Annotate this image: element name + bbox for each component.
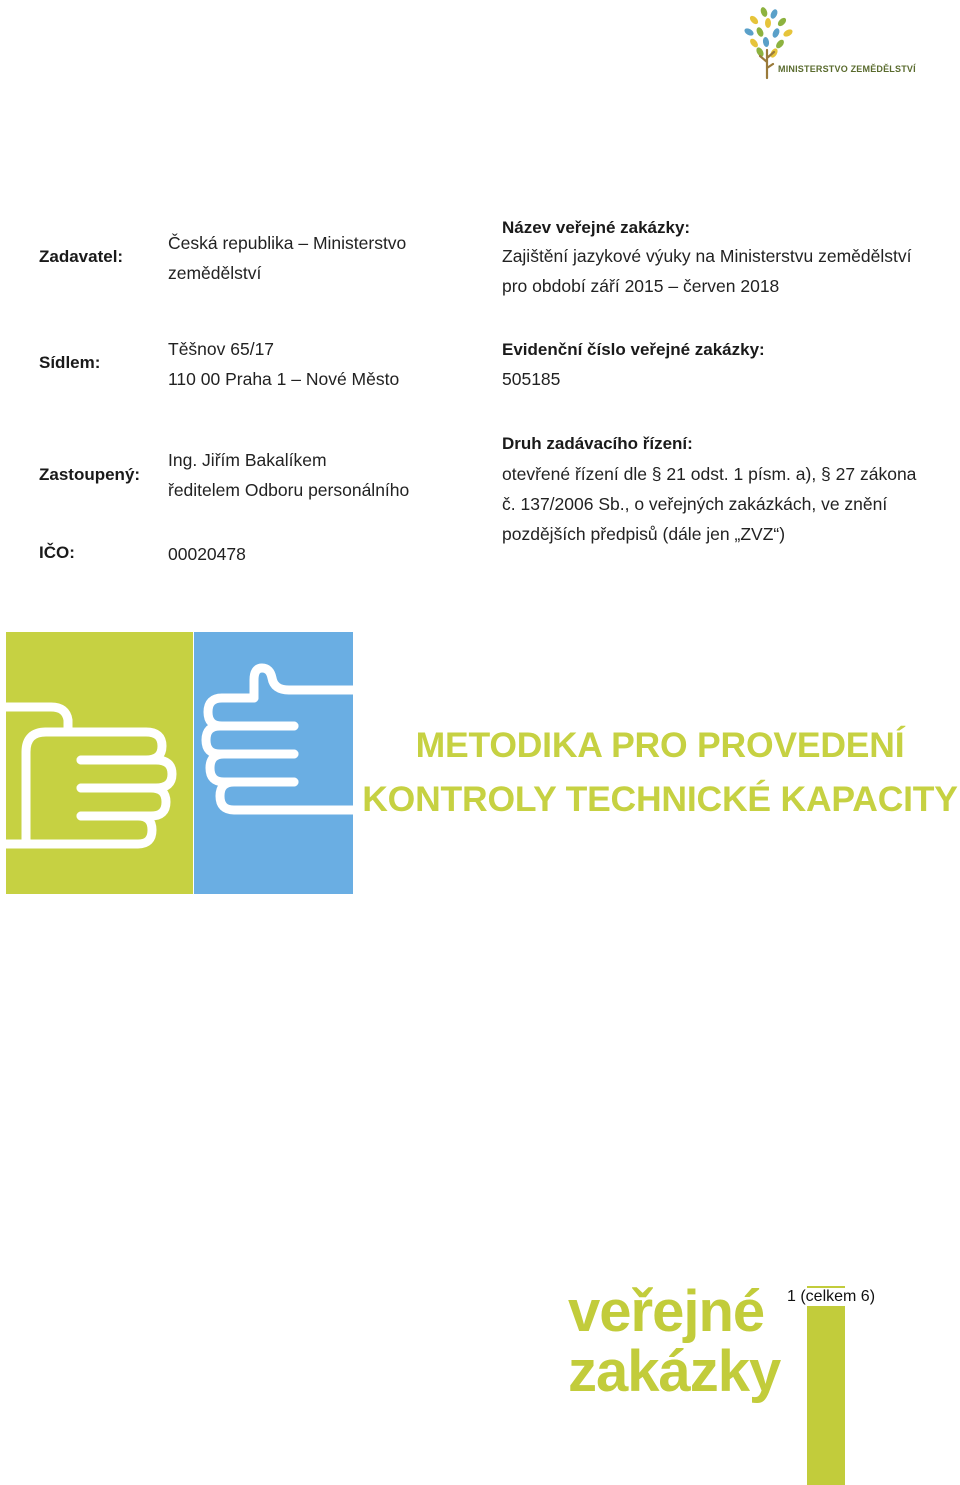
ico-value: 00020478	[168, 544, 246, 564]
ministry-logo	[740, 6, 925, 80]
represented-label: Zastoupený:	[39, 465, 141, 484]
contracting-authority-line: Česká republika – Ministerstvo	[168, 233, 407, 253]
procedure-type-label: Druh zadávacího řízení:	[502, 434, 693, 453]
contract-name-line: Zajištění jazykové výuky na Ministerstvu zemědělství	[502, 246, 912, 266]
brand-line: veřejné	[568, 1279, 765, 1344]
contracting-authority-label: Zadavatel:	[39, 247, 124, 266]
procedure-type-line: č. 137/2006 Sb., o veřejných zakázkách, ve znění	[502, 494, 888, 514]
seat-value	[168, 334, 399, 394]
hero-green-panel	[6, 632, 193, 894]
seat-line: 110 00 Praha 1 – Nové Město	[168, 369, 400, 389]
represented-value	[168, 445, 409, 505]
document-title-line: KONTROLY TECHNICKÉ KAPACITY	[362, 779, 958, 819]
contract-name-line: pro období září 2015 – červen 2018	[502, 276, 780, 296]
registration-number-value: 505185	[502, 369, 561, 389]
brand-line: zakázky	[568, 1339, 781, 1404]
hand-right-icon	[194, 632, 353, 894]
represented-line: ředitelem Odboru personálního	[168, 480, 410, 500]
hero-blue-panel	[194, 632, 353, 894]
contract-name-label: Název veřejné zakázky:	[502, 218, 691, 237]
page-number: 1 (celkem 6)	[787, 1288, 876, 1305]
document-title-line: METODIKA PRO PROVEDENÍ	[415, 725, 905, 765]
contracting-authority-line: zemědělství	[168, 263, 262, 283]
document-title	[360, 718, 960, 826]
ico-label: IČO:	[39, 543, 75, 562]
contract-name-value	[502, 241, 911, 301]
represented-line: Ing. Jiřím Bakalíkem	[168, 450, 327, 470]
ministry-logo-text: MINISTERSTVO ZEMĚDĚLSTVÍ	[778, 64, 916, 74]
brand-bar	[807, 1286, 845, 1485]
seat-line: Těšnov 65/17	[168, 339, 275, 359]
procedure-type-value	[502, 459, 916, 549]
procedure-type-line: otevřené řízení dle § 21 odst. 1 písm. a), § 27 zákona	[502, 464, 917, 484]
hand-left-icon	[6, 632, 193, 894]
registration-number-label: Evidenční číslo veřejné zakázky:	[502, 340, 765, 359]
procedure-type-line: pozdějších předpisů (dále jen „ZVZ“)	[502, 524, 786, 544]
brand-wordmark	[568, 1279, 781, 1404]
contracting-authority-value	[168, 228, 406, 288]
seat-label: Sídlem:	[39, 353, 101, 372]
